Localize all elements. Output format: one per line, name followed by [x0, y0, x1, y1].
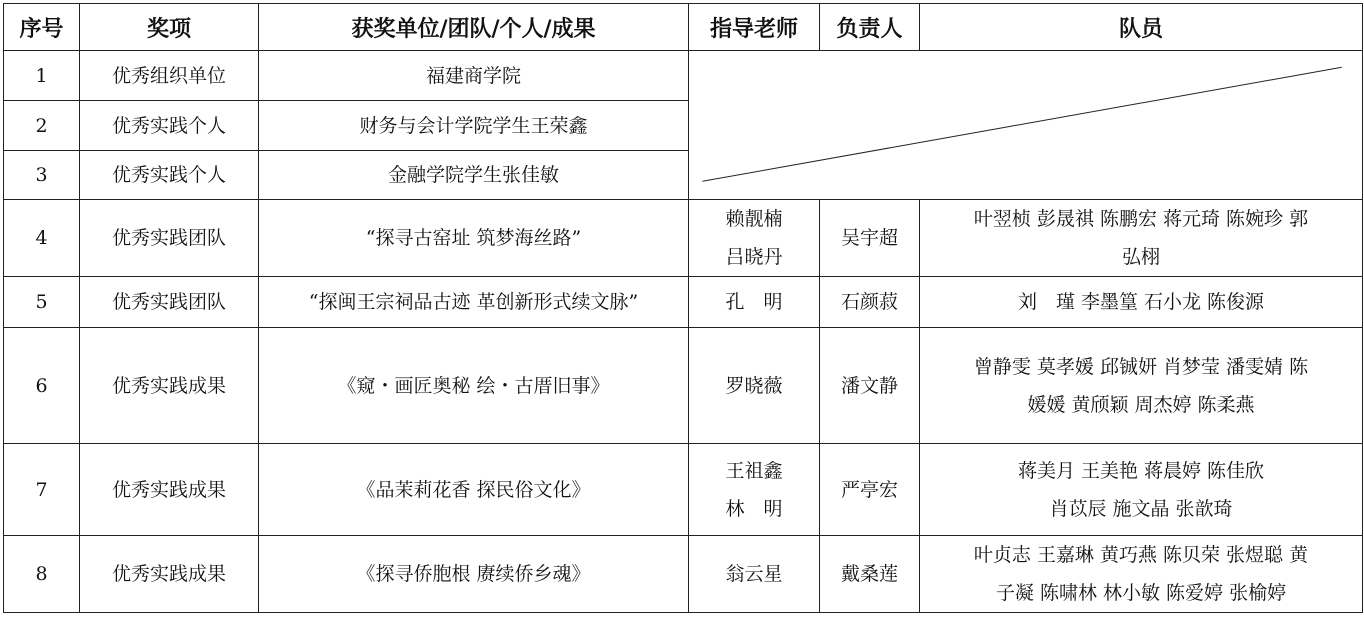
row-winner: “探闽王宗祠品古迹 革创新形式续文脉” — [259, 277, 689, 328]
table-row — [4, 277, 1363, 328]
table-row — [4, 51, 1363, 101]
table-row — [4, 328, 1363, 444]
header-winner: 获奖单位/团队/个人/成果 — [259, 4, 689, 51]
advisor-name: 赖靓楠 — [725, 208, 783, 230]
header-advisor: 指导老师 — [689, 4, 820, 51]
row-advisor — [689, 444, 820, 536]
row-members — [920, 200, 1363, 277]
members-line: 刘 瑾 李墨篁 石小龙 陈俊源 — [1017, 291, 1265, 313]
empty-diagonal-cell — [689, 51, 1363, 200]
advisor-name: 翁云星 — [725, 563, 783, 585]
members-line: 叶贞志 王嘉琳 黄巧燕 陈贝荣 张煜聪 黄 — [973, 544, 1309, 566]
row-winner: 《探寻侨胞根 赓续侨乡魂》 — [259, 536, 689, 613]
row-winner: 金融学院学生张佳敏 — [259, 151, 689, 200]
members-line: 媛媛 黄颀颖 周杰婷 陈柔燕 — [1027, 393, 1255, 416]
row-award: 优秀实践个人 — [80, 101, 259, 151]
advisor-name: 孔 明 — [725, 291, 783, 313]
header-index: 序号 — [4, 4, 80, 51]
table-row — [4, 536, 1363, 613]
table-row — [4, 200, 1363, 277]
row-advisor — [689, 200, 820, 277]
row-index: 6 — [4, 328, 80, 444]
members-line: 曾静雯 莫孝媛 邱铖妍 肖梦莹 潘雯婧 陈 — [973, 355, 1309, 378]
row-winner: 财务与会计学院学生王荣鑫 — [259, 101, 689, 151]
row-members — [920, 328, 1363, 444]
awards-table — [3, 3, 1363, 613]
row-index: 3 — [4, 151, 80, 200]
row-leader: 潘文静 — [820, 328, 920, 444]
members-line: 子凝 陈啸林 林小敏 陈爱婷 张榆婷 — [995, 582, 1287, 604]
header-row — [4, 4, 1363, 51]
row-winner: “探寻古窑址 筑梦海丝路” — [259, 200, 689, 277]
row-award: 优秀实践成果 — [80, 328, 259, 444]
row-award: 优秀组织单位 — [80, 51, 259, 101]
advisor-name: 罗晓薇 — [725, 374, 783, 397]
row-award: 优秀实践团队 — [80, 200, 259, 277]
row-members — [920, 277, 1363, 328]
row-index: 2 — [4, 101, 80, 151]
row-winner: 福建商学院 — [259, 51, 689, 101]
header-award: 奖项 — [80, 4, 259, 51]
row-advisor — [689, 536, 820, 613]
diagonal-line — [689, 51, 1362, 199]
table-row — [4, 444, 1363, 536]
row-index: 8 — [4, 536, 80, 613]
advisor-name: 王祖鑫 — [725, 459, 783, 482]
members-line: 弘栩 — [1121, 246, 1160, 268]
row-index: 1 — [4, 51, 80, 101]
row-index: 7 — [4, 444, 80, 536]
row-award: 优秀实践个人 — [80, 151, 259, 200]
row-award: 优秀实践成果 — [80, 536, 259, 613]
row-members — [920, 444, 1363, 536]
advisor-name: 吕晓丹 — [725, 246, 783, 268]
row-index: 4 — [4, 200, 80, 277]
row-award: 优秀实践成果 — [80, 444, 259, 536]
members-line: 肖苡辰 施文晶 张歆琦 — [1049, 497, 1233, 520]
row-index: 5 — [4, 277, 80, 328]
header-members: 队员 — [920, 4, 1363, 51]
row-advisor — [689, 277, 820, 328]
header-leader: 负责人 — [820, 4, 920, 51]
row-leader: 石颜菽 — [820, 277, 920, 328]
members-line: 蒋美月 王美艳 蒋晨婷 陈佳欣 — [1017, 459, 1265, 482]
row-advisor — [689, 328, 820, 444]
row-winner: 《窥・画匠奥秘 绘・古厝旧事》 — [259, 328, 689, 444]
advisor-name: 林 明 — [725, 497, 783, 520]
members-line: 叶翌桢 彭晟祺 陈鹏宏 蒋元琦 陈婉珍 郭 — [973, 208, 1309, 230]
row-leader: 吴宇超 — [820, 200, 920, 277]
row-members — [920, 536, 1363, 613]
row-leader: 戴桑莲 — [820, 536, 920, 613]
row-award: 优秀实践团队 — [80, 277, 259, 328]
row-winner: 《品茉莉花香 探民俗文化》 — [259, 444, 689, 536]
row-leader: 严亭宏 — [820, 444, 920, 536]
